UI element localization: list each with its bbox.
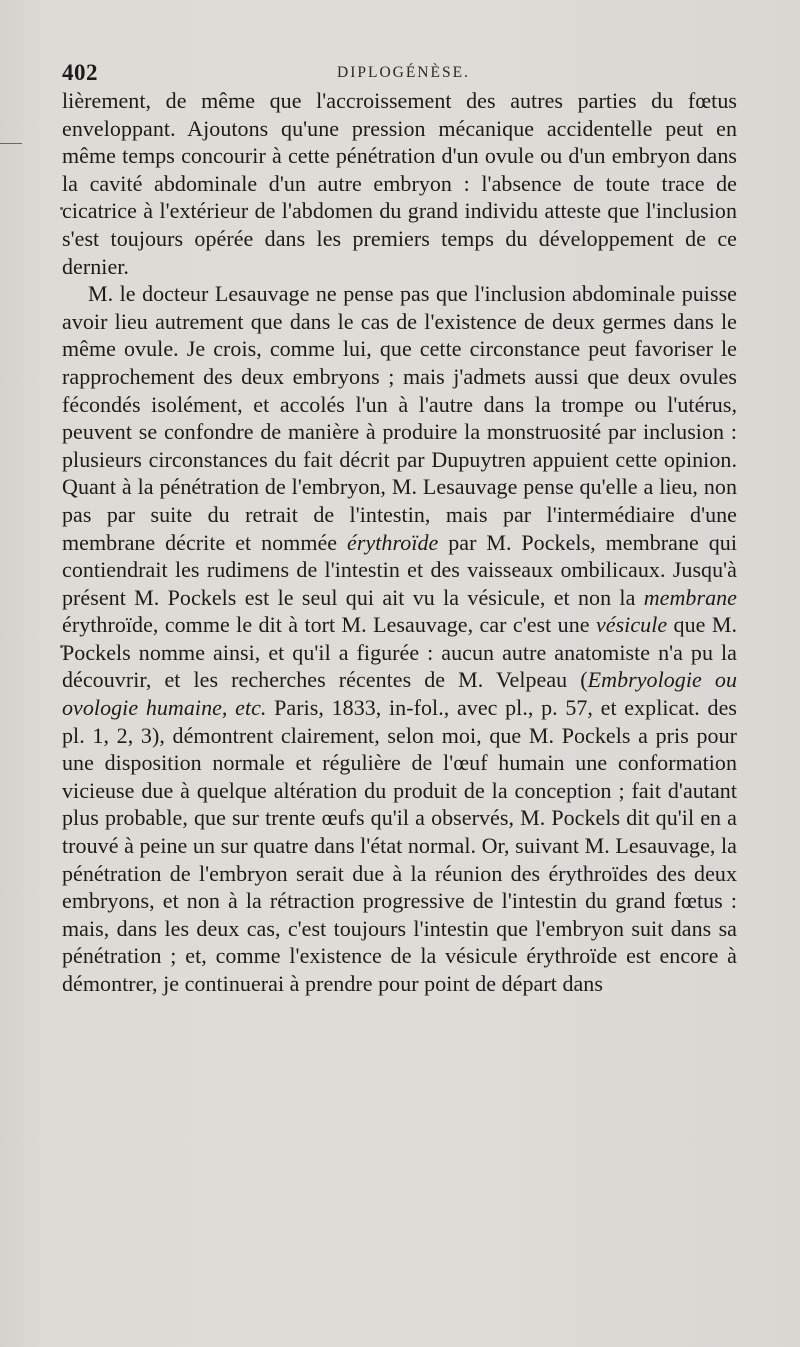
italic-term-erythroide: érythroïde xyxy=(347,529,439,555)
italic-term-membrane: membrane xyxy=(643,584,737,610)
text-run: par M. Pockels, membrane qui contiendrait les rudimens de l'intestin et des vaisseaux ombilicaux. Jusqu'à présent M. Pockels est le seul qui ait vu la vésicule, et non la xyxy=(62,529,738,610)
page-header xyxy=(62,60,737,90)
text-run: érythroïde, comme le dit à tort M. Lesauvage, car c'est une xyxy=(62,612,596,638)
page-number: 402 xyxy=(62,60,98,85)
body-text xyxy=(62,87,737,998)
margin-mark xyxy=(0,143,22,144)
italic-citation-title: Embryologie ou ovologie humaine, etc. xyxy=(62,667,737,721)
text-run: Paris, 1833, in-fol., avec pl., p. 57, et explicat. des pl. 1, 2, 3), démontrent clairement, selon moi, que M. Pockels a pris pour une disposition normale et régulière de l'œuf humain une conformation vicieuse due à quelque altération du produit de la conception ; fait d'autant plus probable, que sur trente œufs qu'il a observés, M. Pockels dit qu'il en a trouvé à peine un sur quatre dans l'état normal. Or, suivant M. Lesauvage, la pénétration de l'embryon serait due à la réunion des érythroïdes des deux embryons, et non à la rétraction progressive de l'intestin du grand fœtus : mais, dans les deux cas, c'est toujours l'intestin que l'embryon suit dans sa pénétration ; et, comme l'existence de la vésicule érythroïde est encore à démontrer, je continuerai à prendre pour point de départ dans xyxy=(62,695,737,996)
running-head: DIPLOGÉNÈSE. xyxy=(337,64,470,81)
paragraph xyxy=(62,280,737,997)
italic-term-vesicule: vésicule xyxy=(595,612,668,638)
text-run: lièrement, de même que l'accroissement des autres parties du fœtus enveloppant. Ajoutons qu'une pression mécanique accidentelle peut en même temps concourir à cette pénétration d'un ovule ou d'un embryon dans la cavité abdominale d'un autre embryon : l'absence de toute trace de cicatrice à l'extérieur de l'abdomen du grand individu atteste que l'inclusion s'est toujours opérée dans les premiers temps du développement de ce dernier. xyxy=(62,88,737,279)
text-run: que M. Pockels nomme ainsi, et qu'il a figurée : aucun autre anatomiste n'a pu la découvrir, et les recherches récentes de M. Velpeau ( xyxy=(62,612,737,693)
paragraph xyxy=(62,87,737,280)
text-run: M. le docteur Lesauvage ne pense pas que l'inclusion abdominale puisse avoir lieu autrement que dans le cas de l'existence de deux germes dans le même ovule. Je crois, comme lui, que cette circonstance peut favoriser le rapprochement des deux embryons ; mais j'admets aussi que deux ovules fécondés isolément, et accolés l'un à l'autre dans la trompe ou l'utérus, peuvent se confondre de manière à produire la monstruosité par inclusion : plusieurs circonstances du fait décrit par Dupuytren appuient cette opinion. Quant à la pénétration de l'embryon, M. Lesauvage pense qu'elle a lieu, non pas par suite du retrait de l'intestin, mais par l'intermédiaire d'une membrane décrite et nommée xyxy=(62,281,737,555)
